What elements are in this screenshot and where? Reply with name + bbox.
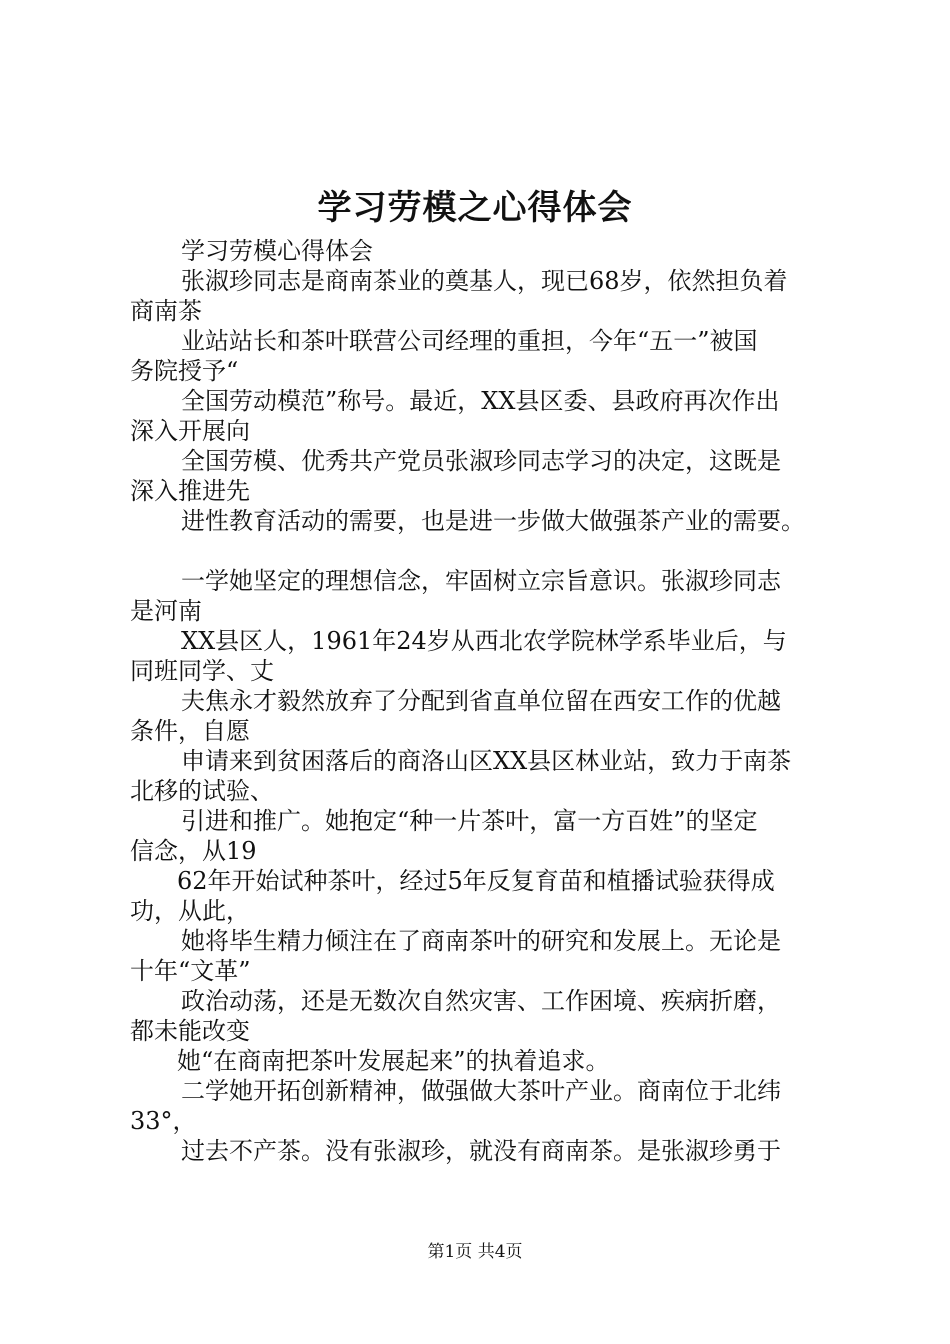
paragraph-line: 深入推进先 xyxy=(130,477,250,505)
paragraph-line: 同班同学、丈 xyxy=(130,657,274,685)
page-footer: 第1页 共4页 xyxy=(427,1242,523,1262)
paragraph-line: 业站站长和茶叶联营公司经理的重担，今年“五一”被国 xyxy=(181,327,758,355)
paragraph-line: 政治动荡，还是无数次自然灾害、工作困境、疾病折磨， xyxy=(181,987,781,1015)
paragraph-line: XX县区人，1961年24岁从西北农学院林学系毕业后，与 xyxy=(181,627,787,655)
paragraph-line: 北移的试验、 xyxy=(130,777,274,805)
paragraph-line: 33°， xyxy=(130,1107,197,1135)
paragraph-line: 62年开始试种茶叶，经过5年反复育苗和植播试验获得成 xyxy=(177,867,775,895)
document-body xyxy=(130,236,850,1166)
paragraph-line: 功，从此， xyxy=(130,897,250,925)
paragraph-line: 务院授予“ xyxy=(130,357,239,385)
paragraph-line: 进性教育活动的需要，也是进一步做大做强茶产业的需要。 xyxy=(181,507,805,535)
paragraph-line: 她将毕生精力倾注在了商南茶叶的研究和发展上。无论是 xyxy=(181,927,781,955)
paragraph-line: 信念，从19 xyxy=(130,837,257,865)
document-title: 学习劳模之心得体会 xyxy=(317,188,633,228)
paragraph-line: 夫焦永才毅然放弃了分配到省直单位留在西安工作的优越 xyxy=(181,687,781,715)
paragraph-line: 条件，自愿 xyxy=(130,717,250,745)
paragraph-line: 深入开展向 xyxy=(130,417,250,445)
paragraph-line: 全国劳动模范”称号。最近，XX县区委、县政府再次作出 xyxy=(181,387,780,415)
paragraph-line: 引进和推广。她抱定“种一片茶叶，富一方百姓”的坚定 xyxy=(181,807,758,835)
paragraph-line: 她“在商南把茶叶发展起来”的执着追求。 xyxy=(177,1047,610,1075)
paragraph-line: 一学她坚定的理想信念，牢固树立宗旨意识。张淑珍同志 xyxy=(181,567,781,595)
paragraph-line: 都未能改变 xyxy=(130,1017,250,1045)
blank-line xyxy=(130,536,850,566)
paragraph-line: 申请来到贫困落后的商洛山区XX县区林业站，致力于南茶 xyxy=(181,747,792,775)
paragraph-line: 是河南 xyxy=(130,597,202,625)
paragraph-line: 十年“文革” xyxy=(130,957,251,985)
paragraph-line: 张淑珍同志是商南茶业的奠基人，现已68岁，依然担负着 xyxy=(181,267,788,295)
paragraph-line: 全国劳模、优秀共产党员张淑珍同志学习的决定，这既是 xyxy=(181,447,781,475)
paragraph-line: 学习劳模心得体会 xyxy=(181,237,373,265)
paragraph-line: 二学她开拓创新精神，做强做大茶叶产业。商南位于北纬 xyxy=(181,1077,781,1105)
paragraph-line: 过去不产茶。没有张淑珍，就没有商南茶。是张淑珍勇于 xyxy=(181,1137,781,1165)
paragraph-line: 商南茶 xyxy=(130,297,202,325)
